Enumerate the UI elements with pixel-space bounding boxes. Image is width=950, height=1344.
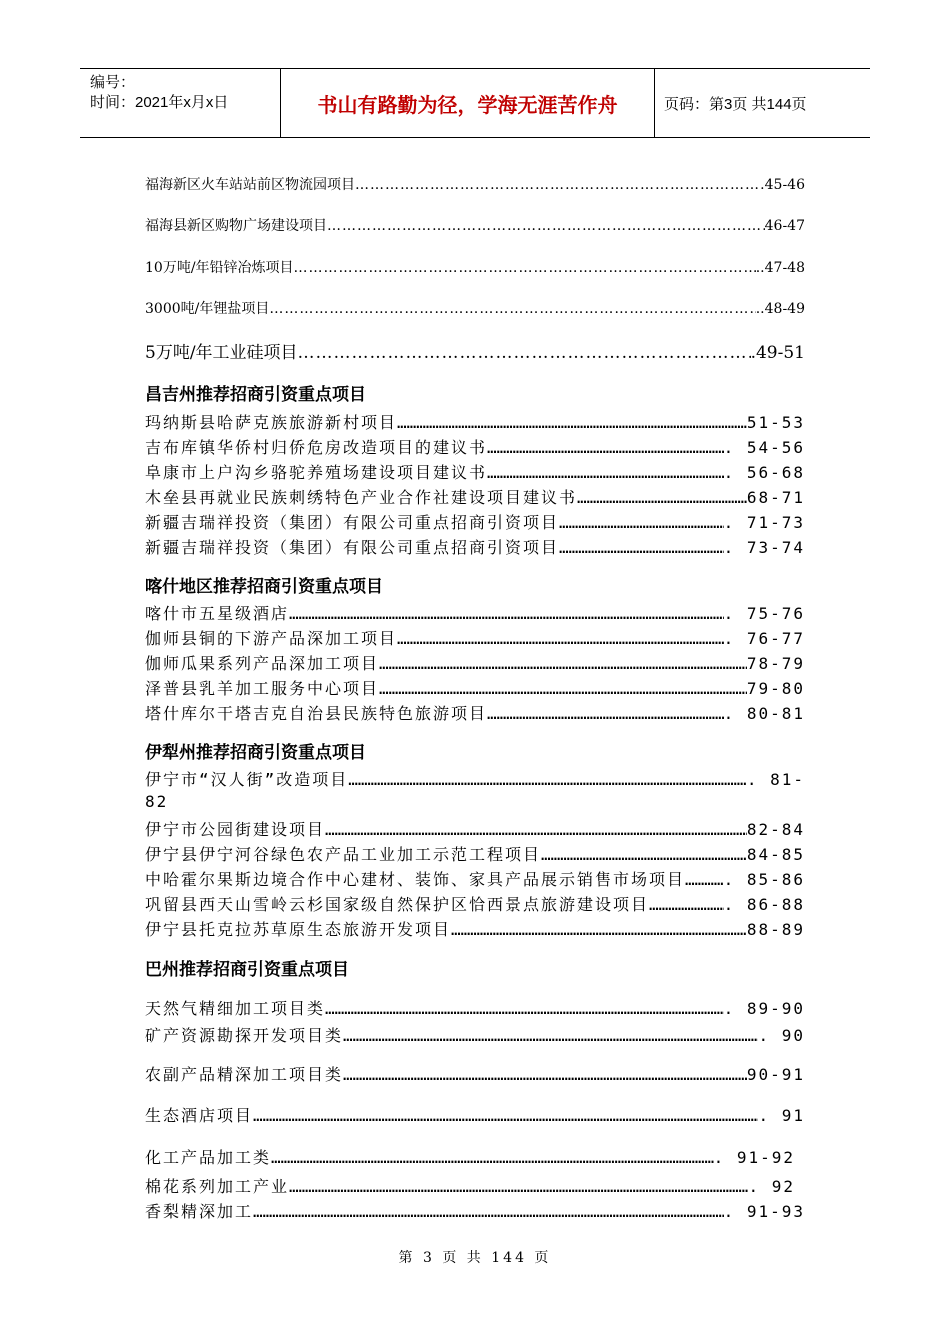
toc-entry-pages: 90-91 <box>746 1065 805 1084</box>
toc-leader <box>577 488 747 507</box>
toc-leader <box>294 260 756 276</box>
toc-entry-pages: . 73-74 <box>723 538 805 557</box>
toc-leader <box>397 629 724 648</box>
toc-leader <box>487 463 724 482</box>
toc-leader <box>541 845 747 864</box>
toc-entry-title: 泽普县乳羊加工服务中心项目 <box>145 679 380 698</box>
toc-entry-title: 阜康市上户沟乡骆驼养殖场建设项目建议书 <box>145 463 488 482</box>
toc-entry[interactable] <box>145 1199 805 1222</box>
toc-entry[interactable] <box>145 601 805 624</box>
section-title: 伊犁州推荐招商引资重点项目 <box>145 743 366 763</box>
toc-entry[interactable] <box>145 867 805 890</box>
toc-entry-title: 5万吨/年工业硅项目 <box>145 343 298 363</box>
toc-entry-pages: . 80-81 <box>723 704 805 723</box>
toc-entry[interactable] <box>145 215 805 235</box>
toc-entry-title: 香梨精深加工 <box>145 1202 254 1221</box>
toc-entry-title: 伊宁县伊宁河谷绿色农产品工业加工示范工程项目 <box>145 845 542 864</box>
toc-entry-pages: ..48-49 <box>755 301 805 317</box>
toc-entry-pages: . 56-68 <box>723 463 805 482</box>
toc-entry[interactable] <box>145 174 805 194</box>
toc-leader <box>397 413 747 432</box>
toc-entry[interactable] <box>145 485 805 508</box>
toc-entry-title: 化工产品加工类 <box>145 1148 272 1167</box>
toc-entry-title: 天然气精细加工项目类 <box>145 999 326 1018</box>
toc-entry-title: 新疆吉瑞祥投资（集团）有限公司重点招商引资项目 <box>145 513 560 532</box>
toc-entry-pages: 82-84 <box>746 820 805 839</box>
toc-entry-title: 喀什市五星级酒店 <box>145 604 290 623</box>
toc-leader <box>685 870 724 889</box>
page-footer: 第 3 页 共 144 页 <box>398 1250 552 1266</box>
toc-entry[interactable] <box>145 1174 795 1197</box>
page-header <box>80 68 870 138</box>
toc-entry[interactable] <box>145 1145 795 1168</box>
toc-entry[interactable] <box>145 460 805 483</box>
toc-entry-pages: 88-89 <box>746 920 805 939</box>
toc-entry-pages: 68-71 <box>746 488 805 507</box>
toc-leader <box>289 604 724 623</box>
toc-entry-title: 伽师瓜果系列产品深加工项目 <box>145 654 380 673</box>
header-meta <box>80 69 280 137</box>
toc-leader <box>298 343 751 363</box>
toc-entry-pages: . 91 <box>758 1106 805 1125</box>
toc-entry-pages: . 89-90 <box>723 999 805 1018</box>
toc-entry[interactable] <box>145 298 805 318</box>
toc-entry-pages: ..47-48 <box>755 260 805 276</box>
toc-entry-title: 巩留县西天山雪岭云杉国家级自然保护区恰西景点旅游建设项目 <box>145 895 650 914</box>
toc-entry-title: 3000吨/年锂盐项目 <box>145 301 270 317</box>
toc-entry-title: 中哈霍尔果斯边境合作中心建材、装饰、家具产品展示销售市场项目 <box>145 870 686 889</box>
toc-entry-title: 伊宁市“汉人街”改造项目 <box>145 770 349 789</box>
section-title: 喀什地区推荐招商引资重点项目 <box>145 577 383 597</box>
toc-leader <box>379 679 747 698</box>
toc-leader <box>343 1026 758 1045</box>
toc-entry-title: 木垒县再就业民族刺绣特色产业合作社建设项目建议书 <box>145 488 578 507</box>
toc-entry[interactable] <box>145 701 805 724</box>
toc-entry-pages: . 76-77 <box>723 629 805 648</box>
toc-entry[interactable] <box>145 651 805 674</box>
toc-leader <box>379 654 747 673</box>
header-number: 编号： <box>90 74 136 91</box>
toc-entry-pages: . 91-93 <box>723 1202 805 1221</box>
toc-entry[interactable] <box>145 510 805 533</box>
toc-entry-pages: . 81- <box>746 770 805 789</box>
toc-entry-pages: . 75-76 <box>723 604 805 623</box>
toc-entry[interactable] <box>145 917 805 940</box>
toc-entry-pages-continued: 82 <box>145 792 169 811</box>
toc-entry[interactable] <box>145 767 805 790</box>
toc-leader <box>343 1065 747 1084</box>
toc-leader <box>649 895 724 914</box>
toc-entry-pages: . 86-88 <box>723 895 805 914</box>
toc-entry-pages: . 71-73 <box>723 513 805 532</box>
toc-entry-title: 伊宁县托克拉苏草原生态旅游开发项目 <box>145 920 452 939</box>
toc-leader <box>487 704 724 723</box>
toc-entry-pages: 84-85 <box>746 845 805 864</box>
toc-entry-pages: 45-46 <box>764 177 805 193</box>
toc-entry-pages: . 54-56 <box>723 438 805 457</box>
toc-entry-pages: 78-79 <box>746 654 805 673</box>
toc-entry-title: 生态酒店项目 <box>145 1106 254 1125</box>
toc-leader <box>451 920 747 939</box>
toc-entry[interactable] <box>145 892 805 915</box>
toc-entry-title: 玛纳斯县哈萨克族旅游新村项目 <box>145 413 398 432</box>
toc-leader <box>325 820 747 839</box>
toc-entry[interactable] <box>145 626 805 649</box>
section-title: 巴州推荐招商引资重点项目 <box>145 960 349 980</box>
toc-entry[interactable] <box>145 1023 805 1046</box>
toc-leader <box>348 770 747 789</box>
toc-entry[interactable] <box>145 817 805 840</box>
toc-entry-title: 棉花系列加工产业 <box>145 1177 290 1196</box>
section-title: 昌吉州推荐招商引资重点项目 <box>145 385 366 405</box>
toc-entry-pages: .49-51 <box>750 343 805 363</box>
toc-entry[interactable] <box>145 1103 805 1126</box>
toc-entry[interactable] <box>145 338 805 363</box>
toc-entry-title: 福海新区火车站站前区物流园项目 <box>145 177 355 193</box>
toc-leader <box>289 1177 748 1196</box>
toc-entry-title: 矿产资源勘探开发项目类 <box>145 1026 344 1045</box>
toc-entry-pages: . 90 <box>758 1026 805 1045</box>
toc-entry-title: 新疆吉瑞祥投资（集团）有限公司重点招商引资项目 <box>145 538 560 557</box>
toc-leader <box>325 999 724 1018</box>
toc-leader <box>487 438 724 457</box>
toc-entry-pages: . 91-92 <box>713 1148 795 1167</box>
toc-entry[interactable] <box>145 257 805 277</box>
toc-leader <box>269 301 755 317</box>
toc-leader <box>327 218 765 234</box>
toc-entry[interactable] <box>145 410 805 433</box>
toc-entry-pages: 79-80 <box>746 679 805 698</box>
toc-entry[interactable] <box>145 535 805 558</box>
toc-entry[interactable] <box>145 676 805 699</box>
toc-entry-title: 伽师县铜的下游产品深加工项目 <box>145 629 398 648</box>
toc-leader <box>559 538 724 557</box>
toc-leader <box>253 1106 758 1125</box>
toc-entry-pages: 51-53 <box>746 413 805 432</box>
toc-entry-title: 伊宁市公园街建设项目 <box>145 820 326 839</box>
toc-leader <box>253 1202 724 1221</box>
toc-entry-title: 10万吨/年铅锌冶炼项目 <box>145 260 294 276</box>
toc-entry-title: 塔什库尔干塔吉克自治县民族特色旅游项目 <box>145 704 488 723</box>
header-page-info: 页码：第3页 共144页 <box>664 95 807 113</box>
toc-entry-pages: . 92 <box>748 1177 795 1196</box>
header-motto: 书山有路勤为径，学海无涯苦作舟 <box>280 69 655 137</box>
toc-entry[interactable] <box>145 435 805 458</box>
toc-leader <box>559 513 724 532</box>
toc-leader <box>271 1148 714 1167</box>
toc-entry-pages: . 85-86 <box>723 870 805 889</box>
toc-entry-title: 吉布库镇华侨村归侨危房改造项目的建议书 <box>145 438 488 457</box>
toc-entry-title: 农副产品精深加工项目类 <box>145 1065 344 1084</box>
header-date: 时间：2021年x月x日 <box>90 94 229 111</box>
toc-entry[interactable] <box>145 1062 805 1085</box>
toc-entry[interactable] <box>145 996 805 1019</box>
toc-entry-title: 福海县新区购物广场建设项目 <box>145 218 327 234</box>
toc-entry[interactable] <box>145 842 805 865</box>
toc-leader <box>355 177 765 193</box>
toc-entry-pages: 46-47 <box>764 218 805 234</box>
